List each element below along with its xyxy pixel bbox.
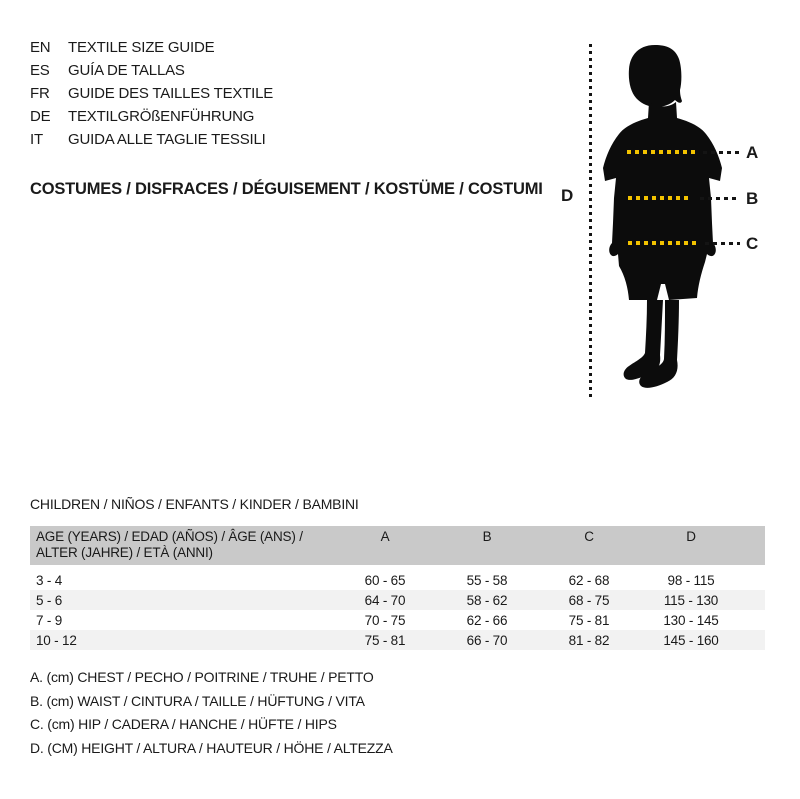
waist-cell: 66 - 70 [466, 632, 508, 648]
age-header-line1: AGE (YEARS) / EDAD (AÑOS) / ÂGE (ANS) / [36, 529, 303, 544]
child-silhouette-figure [595, 38, 745, 400]
language-code: EN [30, 39, 51, 56]
waist-cell: 55 - 58 [466, 572, 508, 588]
hip-cell: 81 - 82 [568, 632, 610, 648]
table-header-row [30, 526, 765, 565]
age-cell: 7 - 9 [36, 612, 63, 628]
legend-height: D. (CM) HEIGHT / ALTURA / HAUTEUR / HÖHE / ALTEZZA [30, 739, 393, 756]
hip-cell: 62 - 68 [568, 572, 610, 588]
height-dotted-line [589, 44, 592, 397]
height-cell: 98 - 115 [667, 572, 715, 588]
language-code: IT [30, 131, 43, 148]
chest-label-a: A [746, 143, 759, 162]
table-row [30, 590, 765, 610]
table-section-title: CHILDREN / NIÑOS / ENFANTS / KINDER / BAMBINI [30, 496, 359, 512]
language-row-de [30, 105, 273, 128]
legend-chest: A. (cm) CHEST / PECHO / POITRINE / TRUHE / PETTO [30, 669, 374, 685]
hip-cell: 75 - 81 [568, 612, 610, 628]
legend-hip: C. (cm) HIP / CADERA / HANCHE / HÜFTE / HIPS [30, 716, 337, 732]
hip-dash-on-body [628, 241, 696, 245]
language-guide-list [30, 36, 273, 151]
height-cell: 145 - 160 [663, 632, 719, 648]
language-code: FR [30, 85, 50, 102]
waist-label-b: B [746, 189, 759, 208]
language-row-en [30, 36, 273, 59]
height-label-d: D [561, 186, 574, 205]
language-title: GUIDE DES TAILLES TEXTILE [68, 85, 274, 102]
chest-cell: 70 - 75 [364, 612, 406, 628]
chest-callout-dash [703, 151, 740, 154]
table-row [30, 630, 765, 650]
language-title: GUIDA ALLE TAGLIE TESSILI [68, 131, 266, 148]
language-row-es [30, 59, 273, 82]
age-cell: 3 - 4 [36, 572, 63, 588]
waist-callout-dash [700, 197, 740, 200]
table-body [30, 570, 765, 650]
waist-dash-on-body [628, 196, 691, 200]
waist-cell: 62 - 66 [466, 612, 508, 628]
column-header-c: C [584, 529, 594, 544]
chest-cell: 64 - 70 [364, 592, 406, 608]
age-cell: 10 - 12 [36, 632, 77, 648]
waist-cell: 58 - 62 [466, 592, 508, 608]
age-header-line2: ALTER (JAHRE) / ETÀ (ANNI) [36, 545, 213, 560]
hip-callout-dash [705, 242, 740, 245]
category-title: COSTUMES / DISFRACES / DÉGUISEMENT / KOSTÜME / COSTUMI [30, 180, 543, 198]
language-title: GUÍA DE TALLAS [68, 62, 185, 79]
language-title: TEXTILE SIZE GUIDE [68, 39, 215, 56]
table-row [30, 570, 765, 590]
column-header-a: A [380, 529, 390, 544]
hip-cell: 68 - 75 [568, 592, 610, 608]
hip-label-c: C [746, 234, 759, 253]
height-cell: 130 - 145 [663, 612, 719, 628]
language-title: TEXTILGRÖßENFÜHRUNG [68, 108, 255, 125]
language-row-it [30, 128, 273, 151]
chest-cell: 75 - 81 [364, 632, 406, 648]
children-size-table [30, 526, 765, 650]
column-header-b: B [482, 529, 492, 544]
height-cell: 115 - 130 [663, 592, 719, 608]
language-code: DE [30, 108, 51, 125]
column-header-d: D [686, 529, 696, 544]
header-spacer [742, 529, 765, 561]
measurement-legend [30, 666, 393, 760]
chest-cell: 60 - 65 [364, 572, 406, 588]
language-row-fr [30, 82, 273, 105]
language-code: ES [30, 62, 50, 79]
age-cell: 5 - 6 [36, 592, 63, 608]
table-row [30, 610, 765, 630]
age-column-header [30, 529, 334, 561]
chest-dash-on-body [627, 150, 696, 154]
legend-waist: B. (cm) WAIST / CINTURA / TAILLE / HÜFTUNG / VITA [30, 692, 365, 709]
